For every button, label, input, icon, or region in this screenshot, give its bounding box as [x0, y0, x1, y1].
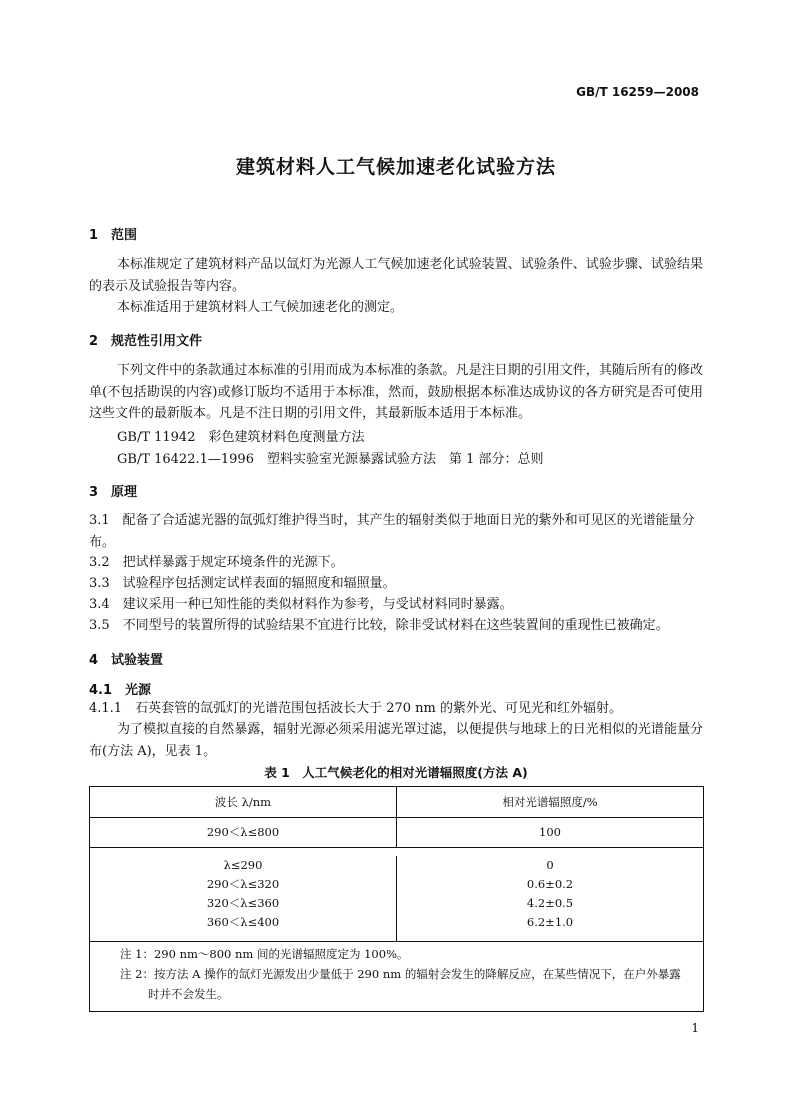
- section-1-para-1: 本标准规定了建筑材料产品以氙灯为光源人工气候加速老化试验装置、试验条件、试验步骤、试验结果的表示及试验报告等内容。: [89, 257, 703, 294]
- section-1-heading: 1 范围: [89, 228, 138, 243]
- table-row-value: 0: [546, 858, 554, 872]
- value-cell: [397, 856, 703, 941]
- table-header-row: [90, 787, 703, 817]
- total-value-cell: 100: [539, 825, 561, 839]
- clause-3-4: 3.4 建议采用一种已知性能的类似材料作为参考，与受试材料同时暴露。: [89, 597, 513, 612]
- table-note-2: 注 2：按方法 A 操作的氙灯光源发出少量低于 290 nm 的辐射会发生的降解反应，在某些情况下，在户外暴露时并不会发生。: [120, 967, 681, 1001]
- range-cell: [90, 856, 397, 941]
- section-2-para-1: 下列文件中的条款通过本标准的引用而成为本标准的条款。凡是注日期的引用文件，其随后所有的修改单(不包括勘误的内容)或修订版均不适用于本标准，然而，鼓励根据本标准达成协议的各方研究是否可使用这些文件的最新版本。凡是不注日期的引用文件，其最新版本适用于本标准。: [89, 363, 703, 421]
- section-4-para: 为了模拟直接的自然暴露，辐射光源必须采用滤光罩过滤，以便提供与地球上的日光相似的光谱能量分布(方法 A)，见表 1。: [89, 722, 703, 759]
- table-row-group: [90, 847, 703, 941]
- table-row-range: 360＜λ≤400: [206, 915, 280, 929]
- section-1-para-2: 本标准适用于建筑材料人工气候加速老化的测定。: [117, 300, 404, 315]
- section-3-heading: 3 原理: [89, 485, 138, 500]
- table-row-value: 6.2±1.0: [526, 915, 574, 929]
- section-2-heading: 2 规范性引用文件: [89, 334, 203, 349]
- total-range-cell: 290＜λ≤800: [90, 817, 397, 847]
- reference-1: GB/T 11942 彩色建筑材料色度测量方法: [117, 430, 365, 445]
- clause-3-2: 3.2 把试样暴露于规定环境条件的光源下。: [89, 555, 344, 570]
- table-row-range: 320＜λ≤360: [206, 896, 280, 910]
- table-notes: [120, 944, 689, 1004]
- document-title: 建筑材料人工气候加速老化试验方法: [235, 156, 556, 178]
- divider: [90, 941, 703, 942]
- table-row-range: λ≤290: [223, 858, 263, 872]
- table-row-total: [90, 817, 703, 847]
- clause-4-1-1: 4.1.1 石英套管的氙弧灯的光谱范围包括波长大于 270 nm 的紫外光、可见光和红外辐射。: [89, 701, 622, 716]
- table-row-range: 290＜λ≤320: [206, 877, 280, 891]
- section-4-heading: 4 试验装置: [89, 653, 164, 668]
- standard-number: GB/T 16259—2008: [576, 85, 699, 99]
- col-wavelength-header: 波长 λ/nm: [90, 787, 397, 817]
- clause-3-3: 3.3 试验程序包括测定试样表面的辐照度和辐照量。: [89, 576, 396, 591]
- subsection-4-1-heading: 4.1 光源: [89, 683, 152, 698]
- clause-3-5: 3.5 不同型号的装置所得的试验结果不宜进行比较，除非受试材料在这些装置间的重现性已被确定。: [89, 618, 669, 633]
- table-1: [89, 786, 704, 1012]
- table-note-1: 注 1：290 nm～800 nm 间的光谱辐照度定为 100%。: [120, 947, 409, 961]
- table-1-caption: 表 1 人工气候老化的相对光谱辐照度(方法 A): [264, 765, 528, 780]
- table-row-value: 4.2±0.5: [526, 896, 574, 910]
- table-row-value: 0.6±0.2: [526, 877, 574, 891]
- page-number: 1: [691, 1021, 699, 1035]
- reference-2: GB/T 16422.1—1996 塑料实验室光源暴露试验方法 第 1 部分：总则: [117, 452, 544, 467]
- col-irradiance-header: 相对光谱辐照度/%: [502, 795, 598, 809]
- clause-3-1: 3.1 配备了合适滤光器的氙弧灯维护得当时，其产生的辐射类似于地面日光的紫外和可见区的光谱能量分布。: [89, 513, 695, 550]
